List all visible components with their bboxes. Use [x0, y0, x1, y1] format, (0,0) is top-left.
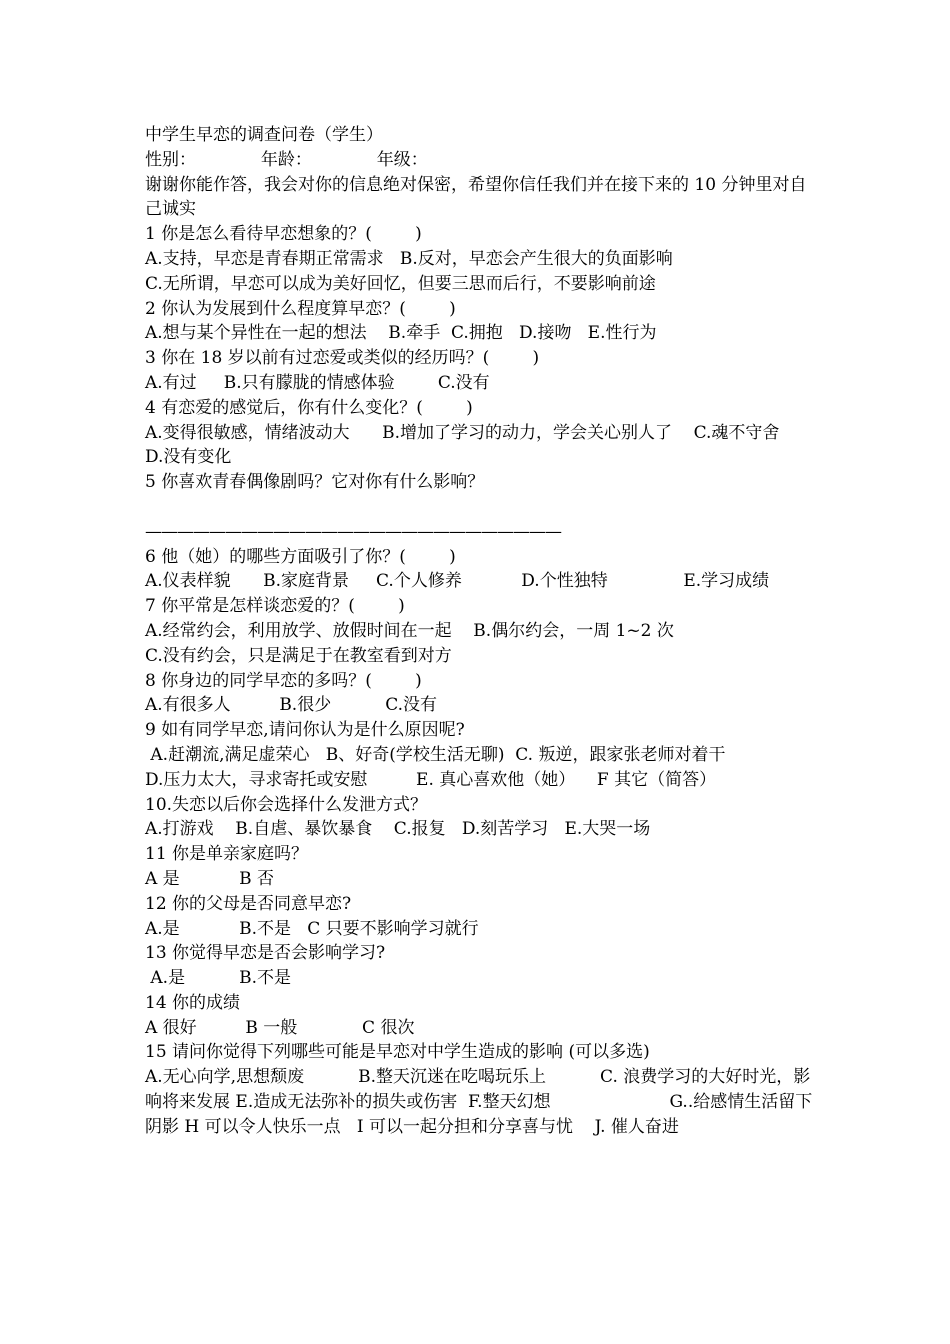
question-14: 14 你的成绩 [145, 992, 241, 1013]
answer-space [145, 495, 815, 520]
question-4: 4 有恋爱的感觉后，你有什么变化？( ) [145, 397, 473, 418]
question-12-options: A.是 B.不是 C 只要不影响学习就行 [145, 918, 479, 939]
question-2: 2 你认为发展到什么程度算早恋？( ) [145, 298, 456, 319]
question-4-options: A.变得很敏感，情绪波动大 B.增加了学习的动力，学会关心别人了 C.魂不守舍 D.没有变化 [145, 422, 812, 468]
question-15: 15 请问你觉得下列哪些可能是早恋对中学生造成的影响 (可以多选) [145, 1042, 650, 1063]
question-8: 8 你身边的同学早恋的多吗？( ) [145, 670, 422, 691]
question-8-options: A.有很多人 B.很少 C.没有 [145, 695, 438, 716]
question-11-options: A 是 B 否 [145, 868, 275, 889]
question-11: 11 你是单亲家庭吗？ [145, 844, 309, 865]
document-title: 中学生早恋的调查问卷（学生） [145, 125, 383, 145]
question-1: 1 你是怎么看待早恋想象的？( ) [145, 224, 422, 245]
question-5: 5 你喜欢青春偶像剧吗？它对你有什么影响？ [145, 472, 485, 493]
question-7: 7 你平常是怎样谈恋爱的？( ) [145, 596, 405, 617]
questionnaire-document [145, 123, 815, 1140]
question-13: 13 你觉得早恋是否会影响学习? [145, 943, 386, 964]
question-6-options: A.仪表样貌 B.家庭背景 C.个人修养 D.个性独特 E.学习成绩 [145, 571, 770, 592]
question-9: 9 如有同学早恋,请问你认为是什么原因呢? [145, 720, 465, 741]
question-3-options: A.有过 B.只有朦胧的情感体验 C.没有 [145, 372, 490, 393]
intro-paragraph: 谢谢你能作答，我会对你的信息绝对保密，希望你信任我们并在接下来的 10 分钟里对自己诚实 [145, 174, 807, 220]
question-7-options-b: C.没有约会，只是满足于在教室看到对方 [145, 645, 452, 666]
question-9-options-a: A.赶潮流,满足虚荣心 B、好奇(学校生活无聊) C. 叛逆，跟家张老师对着干 [145, 744, 726, 765]
question-13-options: A.是 B.不是 [145, 968, 292, 989]
question-14-options: A 很好 B 一般 C 很次 [145, 1017, 415, 1038]
question-15-options: A.无心向学,思想颓废 B.整天沉迷在吃喝玩乐上 C. 浪费学习的大好时光，影响将来发展 E.造成无法弥补的损失或伤害 F.整天幻想 G..给感情生活留下阴影 H 可以令人快乐一点 I 可以一起分担和分享喜与忧 J. 催人奋进 [145, 1067, 813, 1137]
answer-line: —————————————————————————— [145, 521, 561, 542]
question-1-options-a: A.支持，早恋是青春期正常需求 B.反对，早恋会产生很大的负面影响 [145, 248, 673, 269]
question-10: 10.失恋以后你会选择什么发泄方式？ [145, 794, 428, 815]
question-12: 12 你的父母是否同意早恋? [145, 893, 352, 914]
question-6: 6 他（她）的哪些方面吸引了你？( ) [145, 546, 456, 567]
question-10-options: A.打游戏 B.自虐、暴饮暴食 C.报复 D.刻苦学习 E.大哭一场 [145, 819, 651, 840]
respondent-info-line: 性别： 年龄： 年级： [145, 149, 428, 170]
question-3: 3 你在 18 岁以前有过恋爱或类似的经历吗？( ) [145, 348, 540, 369]
question-9-options-b: D.压力太大，寻求寄托或安慰 E. 真心喜欢他（她） F 其它（简答） [145, 769, 717, 790]
question-1-options-b: C.无所谓，早恋可以成为美好回忆，但要三思而后行，不要影响前途 [145, 273, 656, 294]
question-7-options-a: A.经常约会，利用放学、放假时间在一起 B.偶尔约会，一周 1~2 次 [145, 620, 674, 641]
question-2-options: A.想与某个异性在一起的想法 B.牵手 C.拥抱 D.接吻 E.性行为 [145, 323, 657, 344]
